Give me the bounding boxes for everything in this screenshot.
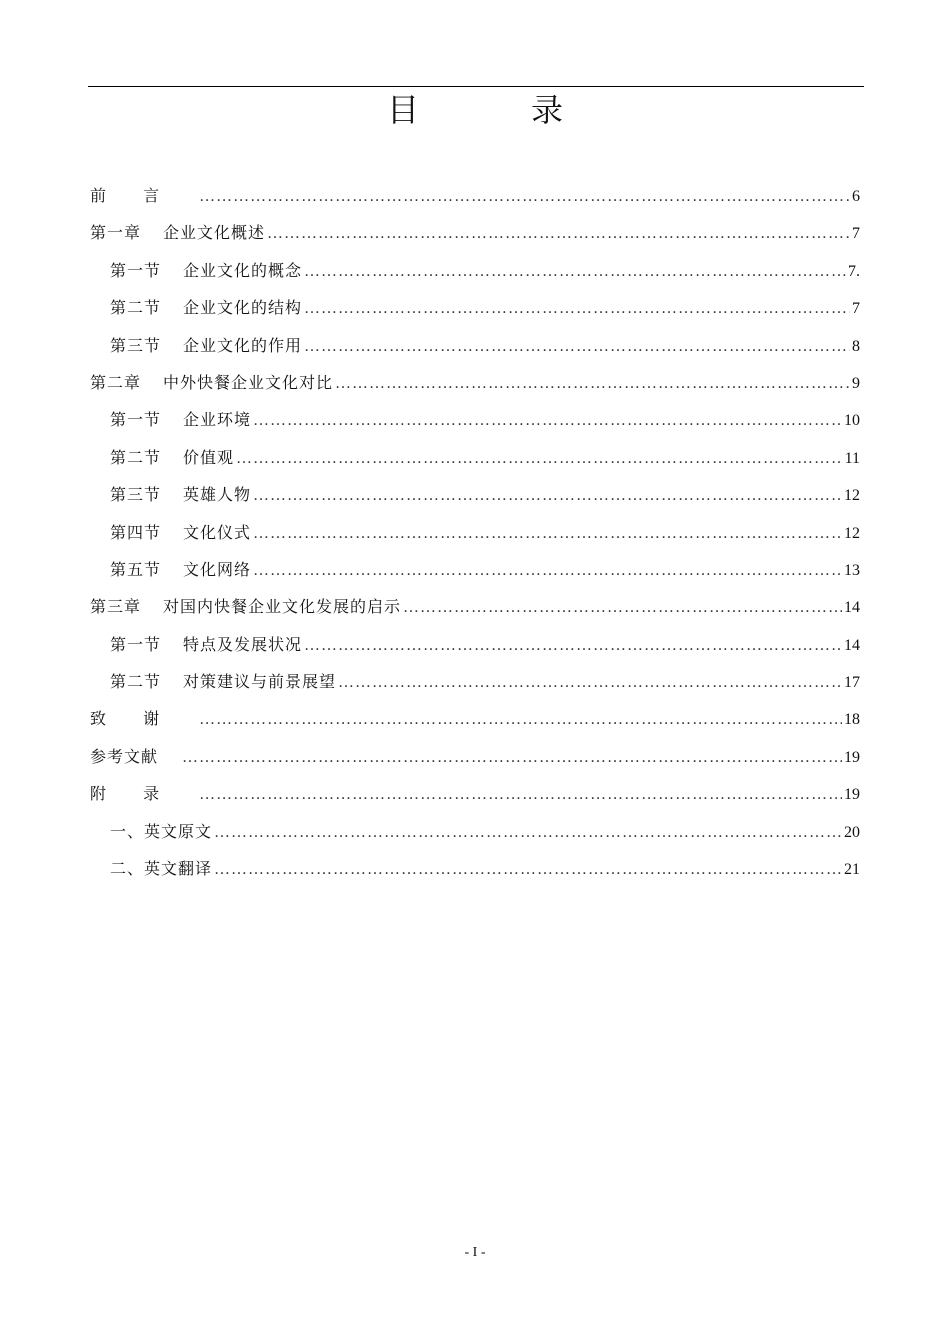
toc-entry-label xyxy=(110,289,302,326)
toc-entry-page: 9 xyxy=(852,374,860,392)
toc-entry-label xyxy=(90,700,197,737)
toc-entry-number: 致 谢 xyxy=(90,709,176,729)
toc-entry-label xyxy=(90,177,197,214)
toc-entry-label xyxy=(90,214,265,251)
toc-dot-leader xyxy=(253,402,842,439)
toc-entry-label xyxy=(110,551,251,588)
toc-dot-leader xyxy=(182,739,842,776)
toc-entry-chapter-1[interactable] xyxy=(90,214,860,251)
table-of-contents xyxy=(90,177,860,887)
toc-entry-label xyxy=(110,252,302,289)
toc-entry-number: 第二节 xyxy=(110,672,162,692)
toc-entry-number: 第二节 xyxy=(110,298,162,318)
toc-entry-page: 14 xyxy=(844,599,860,617)
toc-entry-page: 14 xyxy=(844,636,860,654)
toc-entry-title: 对国内快餐企业文化发展的启示 xyxy=(163,597,402,617)
toc-entry-page: 12 xyxy=(844,524,860,542)
toc-entry-label xyxy=(110,850,212,887)
toc-dot-leader xyxy=(267,215,850,252)
toc-dot-leader xyxy=(304,253,846,290)
toc-entry-page: 12 xyxy=(844,487,860,505)
toc-entry-number: 第三节 xyxy=(110,485,162,505)
toc-entry-number: 第一章 xyxy=(90,223,142,243)
toc-entry-number: 第三章 xyxy=(90,597,142,617)
toc-entry-title: 企业文化的作用 xyxy=(183,335,303,355)
toc-title: 目 录 xyxy=(386,91,603,129)
toc-entry-page: 17 xyxy=(844,674,860,692)
toc-entry-label xyxy=(110,476,251,513)
toc-entry-number: 二、 xyxy=(110,859,145,879)
toc-entry-3-2[interactable] xyxy=(90,663,860,700)
toc-entry-page: 18 xyxy=(844,711,860,729)
toc-entry-page: 19 xyxy=(844,748,860,766)
toc-dot-leader xyxy=(338,664,842,701)
toc-entry-number: 一、 xyxy=(110,821,145,841)
page-number: - I - xyxy=(464,1245,486,1260)
toc-entry-page: 7 xyxy=(852,300,860,318)
toc-entry-2-2[interactable] xyxy=(90,439,860,476)
toc-entry-label xyxy=(110,327,302,364)
toc-entry-1-2[interactable] xyxy=(90,289,860,326)
toc-entry-title: 中外快餐企业文化对比 xyxy=(163,372,334,392)
toc-dot-leader xyxy=(253,552,842,589)
toc-entry-label xyxy=(110,626,302,663)
toc-entry-label xyxy=(90,364,333,401)
toc-entry-label xyxy=(110,514,251,551)
toc-entry-page: 8 xyxy=(852,337,860,355)
toc-entry-page: 7. xyxy=(848,262,860,280)
toc-entry-title: 文化网络 xyxy=(183,559,252,579)
toc-entry-title: 企业文化的结构 xyxy=(183,298,303,318)
toc-entry-label xyxy=(110,663,336,700)
toc-entry-title: 企业文化概述 xyxy=(163,223,266,243)
toc-entry-title: 对策建议与前景展望 xyxy=(183,672,337,692)
toc-dot-leader xyxy=(403,589,842,626)
toc-entry-title: 价值观 xyxy=(183,447,235,467)
toc-dot-leader xyxy=(236,440,843,477)
toc-entry-label xyxy=(110,813,212,850)
toc-entry-1-1[interactable] xyxy=(90,252,860,289)
toc-dot-leader xyxy=(253,515,842,552)
toc-entry-preface[interactable] xyxy=(90,177,860,214)
toc-entry-page: 20 xyxy=(844,823,860,841)
toc-entry-page: 19 xyxy=(844,786,860,804)
toc-dot-leader xyxy=(214,814,842,851)
toc-entry-label xyxy=(90,775,197,812)
toc-dot-leader xyxy=(199,178,850,215)
toc-entry-number: 第一节 xyxy=(110,634,162,654)
toc-entry-title: 英文原文 xyxy=(144,821,213,841)
toc-entry-label xyxy=(90,738,180,775)
toc-entry-number: 参考文献 xyxy=(90,746,159,766)
toc-entry-number: 附 录 xyxy=(90,784,176,804)
toc-entry-number: 第一节 xyxy=(110,260,162,280)
toc-dot-leader xyxy=(253,477,842,514)
toc-entry-number: 第二节 xyxy=(110,447,162,467)
toc-entry-appendix-2[interactable] xyxy=(90,850,860,887)
toc-dot-leader xyxy=(304,290,850,327)
toc-entry-label xyxy=(110,439,234,476)
toc-dot-leader xyxy=(335,365,850,402)
toc-entry-number: 第三节 xyxy=(110,335,162,355)
toc-entry-references[interactable] xyxy=(90,738,860,775)
toc-entry-page: 6 xyxy=(852,188,860,205)
toc-entry-appendix[interactable] xyxy=(90,775,860,812)
toc-entry-title: 企业环境 xyxy=(183,410,252,430)
toc-dot-leader xyxy=(214,851,842,888)
toc-entry-page: 7 xyxy=(852,225,860,243)
toc-entry-appendix-1[interactable] xyxy=(90,813,860,850)
toc-entry-title: 英文翻译 xyxy=(144,859,213,879)
toc-entry-3-1[interactable] xyxy=(90,626,860,663)
toc-entry-1-3[interactable] xyxy=(90,327,860,364)
toc-entry-label xyxy=(90,588,401,625)
toc-dot-leader xyxy=(304,328,850,365)
toc-entry-chapter-3[interactable] xyxy=(90,588,860,625)
toc-entry-number: 第五节 xyxy=(110,559,162,579)
toc-entry-2-3[interactable] xyxy=(90,476,860,513)
toc-entry-title: 文化仪式 xyxy=(183,522,252,542)
toc-entry-page: 11 xyxy=(844,449,860,467)
toc-entry-chapter-2[interactable] xyxy=(90,364,860,401)
toc-entry-2-1[interactable] xyxy=(90,401,860,438)
toc-dot-leader xyxy=(199,776,842,813)
toc-entry-label xyxy=(110,401,251,438)
toc-dot-leader xyxy=(304,627,842,664)
toc-entry-number: 第二章 xyxy=(90,372,142,392)
toc-entry-title: 特点及发展状况 xyxy=(183,634,303,654)
toc-entry-number: 前 言 xyxy=(90,186,176,205)
toc-entry-number: 第四节 xyxy=(110,522,162,542)
toc-entry-number: 第一节 xyxy=(110,410,162,430)
toc-entry-title: 企业文化的概念 xyxy=(183,260,303,280)
toc-entry-2-4[interactable] xyxy=(90,514,860,551)
toc-entry-title: 英雄人物 xyxy=(183,485,252,505)
toc-entry-page: 10 xyxy=(844,412,860,430)
toc-dot-leader xyxy=(199,701,842,738)
toc-entry-acknowledgements[interactable] xyxy=(90,700,860,737)
toc-entry-page: 13 xyxy=(844,561,860,579)
toc-entry-page: 21 xyxy=(844,861,860,879)
toc-entry-2-5[interactable] xyxy=(90,551,860,588)
